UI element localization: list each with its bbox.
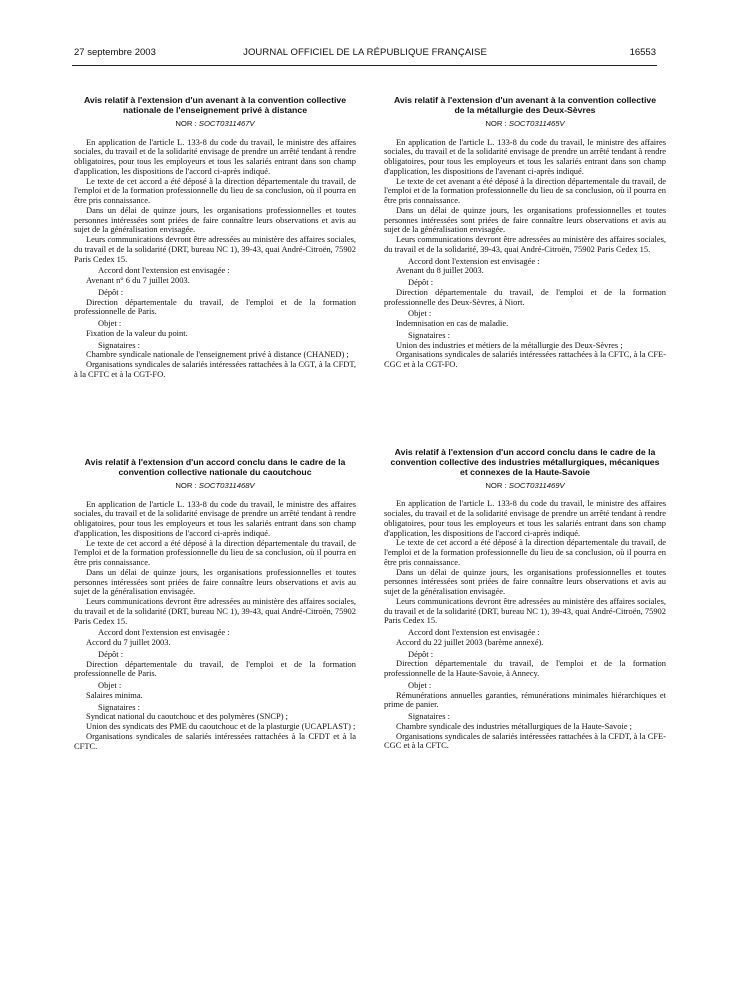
notice-paragraph: Le texte de cet accord a été déposé à la direction départementale du travail, de l'emploi et de la formation professionnelle du lieu de sa conclusion, où il pourra en être pris connaissance. — [74, 537, 356, 568]
notice-metallurgie-haute-savoie — [384, 448, 666, 751]
notice-title: Avis relatif à l'extension d'un avenant à la convention collective de la métallurgie des Deux-Sèvres — [393, 95, 657, 115]
notice-paragraph: Leurs communications devront être adressées au ministère des affaires sociales, du travail et de la solidarité (DRT, bureau NC 1), 39-43, quai André-Citroën, 75902 Paris Cedex 15. — [74, 234, 356, 264]
accord-value: Accord du 22 juillet 2003 (barème annexé). — [396, 636, 544, 647]
depot-label: Dépôt : — [98, 648, 124, 659]
notice-paragraph: En application de l'article L. 133-8 du code du travail, le ministre des affaires sociales, du travail et de la solidarité envisage de prendre un arrêté tendant à rendre obligatoires, pour tous les employeurs et tous les salariés entrant dans son champ d'application, les dispositions de l'accord ci-après indiqué. — [74, 498, 356, 538]
signataires-label: Signataires : — [408, 329, 450, 340]
signataire-item: Organisations syndicales de salariés intéressées rattachées à la CFDT, à la CFE-CGC et à la CFTC. — [384, 730, 666, 751]
notice-title: Avis relatif à l'extension d'un accord conclu dans le cadre de la convention collective nationale du caoutchouc — [84, 457, 346, 477]
signataire-item: Chambre syndicale des industries métallurgiques de la Haute-Savoie ; — [396, 720, 633, 731]
signataire-item: Organisations syndicales de salariés intéressées rattachées à la CFDT et à la CFTC. — [74, 730, 356, 751]
objet-label: Objet : — [408, 679, 432, 690]
nor-reference: NOR : SOCT0311467V — [175, 118, 255, 128]
nor-reference: NOR : SOCT0311468V — [175, 480, 255, 490]
notice-paragraph: En application de l'article L. 133-8 du code du travail, le ministre des affaires sociales, du travail et de la solidarité envisage de prendre un arrêté tendant à rendre obligatoires, pour tous les employeurs et tous les salariés entrant dans son champ d'application, les dispositions de l'avenant ci-après indiqué. — [384, 136, 666, 176]
depot-value: Direction départementale du travail, de l'emploi et de la formation professionnelle de la Haute-Savoie, à Annecy. — [384, 658, 666, 679]
accord-value: Accord du 7 juillet 2003. — [86, 637, 171, 648]
depot-label: Dépôt : — [98, 286, 124, 297]
objet-label: Objet : — [98, 680, 122, 691]
depot-label: Dépôt : — [408, 277, 434, 288]
accord-label: Accord dont l'extension est envisagée : — [408, 255, 540, 266]
signataires-label: Signataires : — [408, 711, 450, 722]
notice-paragraph: Dans un délai de quinze jours, les organisations professionnelles et toutes personnes intéressées sont priées de faire connaître leurs observations et avis au sujet de la généralisation envisagée. — [384, 566, 666, 597]
notice-paragraph: En application de l'article L. 133-8 du code du travail, le ministre des affaires sociales, du travail et de la solidarité envisage de prendre un arrêté tendant à rendre obligatoires, pour tous les employeurs et tous les salariés entrant dans son champ d'application, les dispositions de l'accord ci-après indiqué. — [384, 498, 666, 538]
notice-paragraph: Dans un délai de quinze jours, les organisations professionnelles et toutes personnes intéressées sont priées de faire connaître leurs observations et avis au sujet de la généralisation envisagée. — [74, 204, 356, 235]
notice-paragraph: Leurs communications devront être adressées au ministère des affaires sociales, du travail et de la solidarité, 39-43, quai André-Citroën, 75902 Paris Cedex 15. — [384, 234, 666, 254]
signataire-item: Union des industries et métiers de la métallurgie des Deux-Sèvres ; — [396, 339, 623, 350]
objet-label: Objet : — [408, 308, 432, 319]
objet-value: Salaires minima. — [86, 689, 143, 700]
signataire-item: Chambre syndicale nationale de l'enseignement privé à distance (CHANED) ; — [86, 349, 349, 360]
depot-value: Direction départementale du travail, de l'emploi et de la formation professionnelle de Paris. — [74, 658, 356, 679]
page-header — [74, 47, 656, 61]
depot-value: Direction départementale du travail, de l'emploi et de la formation professionnelle des Deux-Sèvres, à Niort. — [384, 286, 666, 307]
signataires-label: Signataires : — [98, 339, 140, 350]
objet-value: Rémunérations annuelles garanties, rémunérations minimales hiérarchiques et prime de panier. — [384, 689, 666, 710]
accord-label: Accord dont l'extension est envisagée : — [98, 627, 230, 638]
objet-value: Fixation de la valeur du point. — [86, 327, 188, 338]
notice-paragraph: Dans un délai de quinze jours, les organisations professionnelles et toutes personnes intéressées sont priées de faire connaître leurs observations et avis au sujet de la généralisation envisagée. — [74, 566, 356, 597]
depot-value: Direction départementale du travail, de l'emploi et de la formation professionnelle de Paris. — [74, 296, 356, 317]
header-rule — [72, 65, 657, 66]
signataire-item: Organisations syndicales de salariés intéressées rattachées à la CFTC, à la CFE-CGC et à la CGT-FO. — [384, 349, 666, 370]
accord-value: Avenant du 8 juillet 2003. — [396, 265, 484, 276]
objet-label: Objet : — [98, 318, 122, 329]
notice-paragraph: En application de l'article L. 133-8 du code du travail, le ministre des affaires sociales, du travail et de la solidarité envisage de prendre un arrêté tendant à rendre obligatoires, pour tous les employeurs et tous les salariés entrant dans son champ d'application, les dispositions de l'accord ci-après indiqué. — [74, 136, 356, 176]
signataire-item: Union des syndicats des PME du caoutchouc et de la plasturgie (UCAPLAST) ; — [86, 721, 356, 732]
notice-paragraph: Leurs communications devront être adressées au ministère des affaires sociales, du travail et de la solidarité (DRT, bureau NC 1), 39-43, quai André-Citroën, 75902 Paris Cedex 15. — [384, 595, 666, 626]
notice-paragraph: Le texte de cet avenant a été déposé à la direction départementale du travail, de l'emploi et de la formation professionnelle du lieu de sa conclusion, où il pourra en être pris connaissance. — [384, 175, 666, 206]
accord-label: Accord dont l'extension est envisagée : — [408, 627, 540, 638]
notice-paragraph: Leurs communications devront être adressées au ministère des affaires sociales, du travail et de la solidarité (DRT, bureau NC 1), 39-43, quai André-Citroën, 75902 Paris Cedex 15. — [74, 596, 356, 626]
notice-metallurgie-deux-sevres — [384, 96, 666, 370]
notice-paragraph: Dans un délai de quinze jours, les organisations professionnelles et toutes personnes intéressées sont priées de faire connaître leurs observations et avis au sujet de la généralisation envisagée. — [384, 204, 666, 235]
notice-title: Avis relatif à l'extension d'un accord conclu dans le cadre de la convention collective des industries métallurgiques, mécaniques et connexes de la Haute-Savoie — [390, 447, 660, 477]
notice-title: Avis relatif à l'extension d'un avenant à la convention collective nationale de l'enseignement privé à distance — [83, 95, 347, 115]
page-number: 16553 — [629, 47, 656, 58]
header-date: 27 septembre 2003 — [74, 47, 156, 58]
accord-value: Avenant n° 6 du 7 juillet 2003. — [86, 275, 190, 286]
notice-paragraph: Le texte de cet accord a été déposé à la direction départementale du travail, de l'emploi et de la formation professionnelle du lieu de sa conclusion, où il pourra en être pris connaissance. — [74, 175, 356, 206]
notice-paragraph: Le texte de cet accord a été déposé à la direction départementale du travail, de l'emploi et de la formation professionnelle du lieu de sa conclusion, où il pourra en être pris connaissance. — [384, 537, 666, 567]
accord-label: Accord dont l'extension est envisagée : — [98, 265, 230, 276]
nor-reference: NOR : SOCT0311465V — [485, 118, 565, 128]
journal-title: JOURNAL OFFICIEL DE LA RÉPUBLIQUE FRANÇAISE — [243, 47, 487, 58]
depot-label: Dépôt : — [408, 648, 434, 659]
notice-caoutchouc — [74, 458, 356, 751]
objet-value: Indemnisation en cas de maladie. — [396, 318, 509, 329]
signataires-label: Signataires : — [98, 701, 140, 712]
nor-reference: NOR : SOCT0311469V — [485, 480, 565, 490]
signataire-item: Organisations syndicales de salariés intéressées rattachées à la CGT, à la CFDT, à la CFTC et à la CGT-FO. — [74, 359, 356, 379]
notice-enseignement-prive — [74, 96, 356, 380]
signataire-item: Syndicat national du caoutchouc et des polymères (SNCP) ; — [86, 711, 288, 722]
